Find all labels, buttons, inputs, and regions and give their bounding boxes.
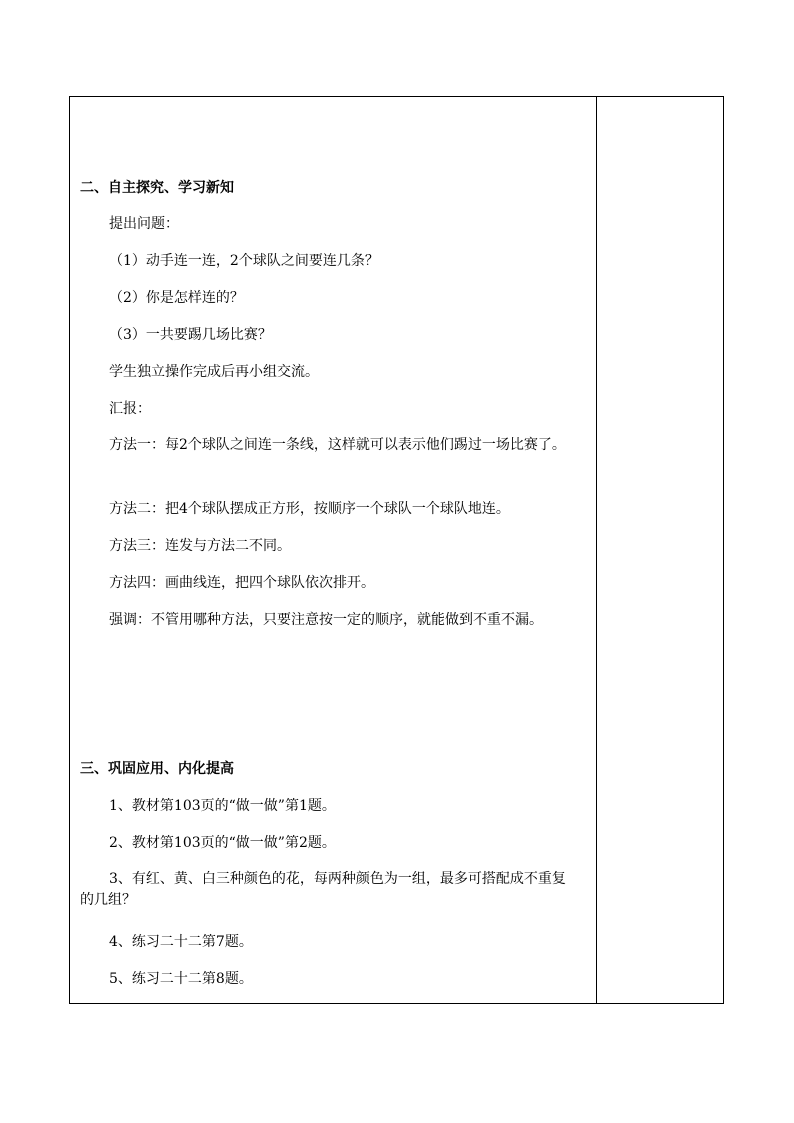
notes-cell [597,97,723,1003]
method-1: 方法一：每2个球队之间连一条线，这样就可以表示他们踢过一场比赛了。 [109,437,566,453]
report-label: 汇报： [109,401,151,417]
exercise-item-1: 1、教材第103页的“做一做”第1题。 [109,798,336,814]
exercise-item-5: 5、练习二十二第8题。 [109,971,253,987]
question-2: （2）你是怎样连的？ [109,290,244,306]
method-3: 方法三：连发与方法二不同。 [109,538,291,554]
exercise-item-3: 3、有红、黄、白三种颜色的花，每两种颜色为一组，最多可搭配成不重复的几组？ [80,871,566,908]
question-1: （1）动手连一连，2个球队之间要连几条？ [109,253,379,269]
method-4: 方法四：画曲线连，把四个球队依次排开。 [109,575,375,591]
lesson-table [69,96,724,1004]
section2-heading: 二、自主探究、学习新知 [80,180,234,196]
emphasis-text: 强调：不管用哪种方法，只要注意按一定的顺序，就能做到不重不漏。 [109,612,543,628]
lesson-content-cell [70,97,596,1003]
section3-heading: 三、巩固应用、内化提高 [80,761,234,777]
exercise-item-4: 4、练习二十二第7题。 [109,934,253,950]
ask-label: 提出问题： [109,216,179,232]
question-3: （3）一共要踢几场比赛？ [109,327,272,343]
student-work-text: 学生独立操作完成后再小组交流。 [109,364,319,380]
exercise-item-2: 2、教材第103页的“做一做”第2题。 [109,835,336,851]
method-2: 方法二：把4个球队摆成正方形，按顺序一个球队一个球队地连。 [109,501,510,517]
